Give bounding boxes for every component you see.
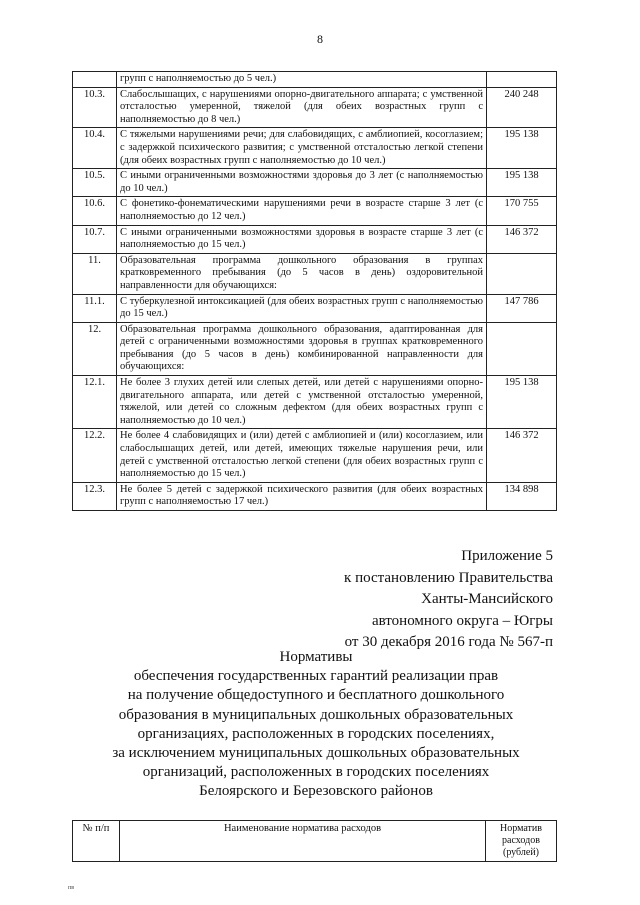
row-number: 11. xyxy=(73,253,117,294)
header-name: Наименование норматива расходов xyxy=(120,821,486,862)
row-description: Слабослышащих, с нарушениями опорно-двигательного аппарата; с умственной отсталостью умеренной, тяжелой (для обеих возрастных групп с наполняемостью до 8 чел.) xyxy=(117,87,487,128)
row-description: Не более 5 детей с задержкой психического развития (для обеих возрастных групп с наполняемостью 17 чел.) xyxy=(117,482,487,510)
title-line: за исключением муниципальных дошкольных образовательных xyxy=(112,745,520,762)
row-number: 10.6. xyxy=(73,197,117,225)
row-number: 10.7. xyxy=(73,225,117,253)
row-description: Образовательная программа дошкольного образования, адаптированная для детей с ограниченными возможностями здоровья в группах кратковременного пребывания (до 5 часов в день) комбинированной направленности для обучающихся: xyxy=(117,322,487,375)
row-description: С иными ограниченными возможностями здоровья до 3 лет (с наполняемостью до 10 чел.) xyxy=(117,169,487,197)
table-row xyxy=(73,72,557,88)
title-line: Белоярского и Березовского районов xyxy=(199,783,433,800)
header-norm: Норматив расходов (рублей) xyxy=(486,821,557,862)
row-value xyxy=(487,72,557,88)
title-line: организациях, расположенных в городских поселениях, xyxy=(137,725,495,742)
row-description: С иными ограниченными возможностями здоровья в возрасте старше 3 лет (с наполняемостью до 15 чел.) xyxy=(117,225,487,253)
title-line: образования в муниципальных дошкольных образовательных xyxy=(118,706,514,723)
footer-mark: пв xyxy=(68,885,75,891)
row-number xyxy=(73,72,117,88)
table-row xyxy=(73,169,557,197)
row-value xyxy=(487,253,557,294)
row-description: Образовательная программа дошкольного образования в группах кратковременного пребывания (до 5 часов в день) оздоровительной направленности для обучающихся: xyxy=(117,253,487,294)
row-description: Не более 4 слабовидящих и (или) детей с амблиопией и (или) косоглазием, или слабослышащих детей, или детей, имеющих тяжелые нарушения речи, или детей с умственной отсталостью легкой степени (для обеих возрастных групп с наполняемостью до 15 чел.) xyxy=(117,429,487,482)
row-value: 146 372 xyxy=(487,429,557,482)
table-row xyxy=(73,128,557,169)
page-number: 8 xyxy=(317,32,323,46)
row-value: 146 372 xyxy=(487,225,557,253)
row-number: 12.2. xyxy=(73,429,117,482)
table-row xyxy=(73,225,557,253)
norms-table-body xyxy=(73,72,557,511)
title-line: на получение общедоступного и бесплатного дошкольного xyxy=(127,687,505,704)
title-heading: Нормативы xyxy=(279,649,353,665)
row-value: 170 755 xyxy=(487,197,557,225)
table-row xyxy=(73,253,557,294)
row-number: 11.1. xyxy=(73,294,117,322)
row-value: 240 248 xyxy=(487,87,557,128)
row-description: С тяжелыми нарушениями речи; для слабовидящих, с амблиопией, косоглазием; с задержкой психического развития; с умственной отсталостью легкой степени (для обеих возрастных групп с наполняемостью до 10 чел.) xyxy=(117,128,487,169)
row-description: С туберкулезной интоксикацией (для обеих возрастных групп с наполняемостью до 15 чел.) xyxy=(117,294,487,322)
appendix-date: от 30 декабря 2016 года № 567-п xyxy=(344,634,553,650)
row-value: 195 138 xyxy=(487,376,557,429)
row-description: С фонетико-фонематическими нарушениями речи в возрасте старше 3 лет (с наполняемостью до 12 чел.) xyxy=(117,197,487,225)
table-row xyxy=(73,294,557,322)
table-row xyxy=(73,87,557,128)
row-description: групп с наполняемостью до 5 чел.) xyxy=(117,72,487,88)
row-value xyxy=(487,322,557,375)
appendix-number: Приложение 5 xyxy=(461,548,553,564)
row-value: 195 138 xyxy=(487,169,557,197)
table-row xyxy=(73,322,557,375)
row-description: Не более 3 глухих детей или слепых детей, или детей с нарушениями опорно-двигательного аппарата, или детей с умственной отсталостью умеренной, тяжелой, или детей со сложным дефектом (для обеих возрастных групп с наполняемостью до 10 чел.) xyxy=(117,376,487,429)
row-number: 10.5. xyxy=(73,169,117,197)
table-row xyxy=(73,482,557,510)
row-number: 10.3. xyxy=(73,87,117,128)
row-number: 12.1. xyxy=(73,376,117,429)
title-line: обеспечения государственных гарантий реализации прав xyxy=(133,668,499,685)
row-value: 147 786 xyxy=(487,294,557,322)
table-row xyxy=(73,376,557,429)
appendix-region-2: автономного округа – Югры xyxy=(371,612,553,629)
norms-table xyxy=(72,71,557,511)
row-number: 12.3. xyxy=(73,482,117,510)
row-value: 134 898 xyxy=(487,482,557,510)
row-number: 12. xyxy=(73,322,117,375)
row-value: 195 138 xyxy=(487,128,557,169)
appendix-resolution: к постановлению Правительства xyxy=(344,569,553,586)
table-row xyxy=(73,429,557,482)
row-number: 10.4. xyxy=(73,128,117,169)
document-title xyxy=(96,648,536,802)
header-num: № п/п xyxy=(73,821,120,862)
appendix-region-1: Ханты-Мансийского xyxy=(421,591,553,607)
second-table-header xyxy=(73,821,557,862)
appendix-header xyxy=(344,546,553,654)
table-row xyxy=(73,197,557,225)
title-line: организаций, расположенных в городских поселениях xyxy=(142,764,490,781)
second-table xyxy=(72,820,557,862)
